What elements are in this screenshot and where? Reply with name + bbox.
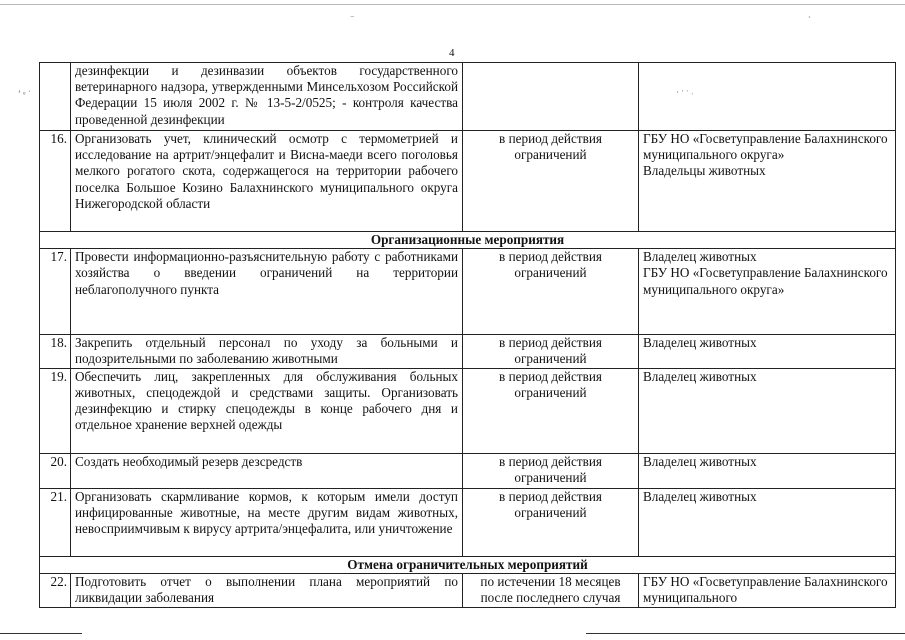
term-cell: [463, 63, 639, 131]
section-title: Организационные мероприятия: [40, 232, 896, 249]
action-cell: Провести информационно-разъяснительную работу с работниками хозяйства о введении ограничений на территории неблагополучного пункта: [71, 249, 463, 335]
term-cell: в период действия ограничений: [463, 249, 639, 335]
row-number: [40, 63, 71, 131]
table-row: [40, 131, 896, 232]
table-row: [40, 249, 896, 335]
responsible-entry: Владелец животных: [643, 488, 757, 504]
row-number: 21.: [40, 488, 71, 556]
scan-edge-bottom-right: [586, 633, 905, 634]
scan-speck: · ˑ ˑ ˒: [676, 87, 694, 97]
responsible-cell: [639, 488, 896, 556]
term-cell: в период действия ограничений: [463, 368, 639, 453]
action-cell: дезинфекции и дезинвазии объектов государственного ветеринарного надзора, утвержденными Минсельхозом Российской Федерации 15 июля 2002 г. № 13-5-2/0525; - контроля качества проведенной дезинфекции: [71, 63, 463, 131]
action-cell: Организовать учет, клинический осмотр с термометрией и исследование на артрит/энцефалит и Висна-маеди всего поголовья мелкого рогатого скота, содержащегося на территории рабочего поселка Большое Козино Балахнинского муниципального округа Нижегородской области: [71, 131, 463, 232]
table-row: [40, 453, 896, 488]
table-row: [40, 573, 896, 607]
action-cell: Подготовить отчет о выполнении плана мероприятий по ликвидации заболевания: [71, 573, 463, 607]
responsible-entry: ГБУ НО «Госветуправление Балахнинского муниципального округа»: [643, 265, 888, 297]
responsible-entry: Владелец животных: [643, 335, 757, 351]
table-row: [40, 488, 896, 556]
action-cell: Организовать скармливание кормов, к которым имели доступ инфицированные животные, на месте другим видам животных, невосприимчивым к вирусу артрита/энцефалита, или уничтожение: [71, 488, 463, 556]
responsible-cell: [639, 453, 896, 488]
row-number: 17.: [40, 249, 71, 335]
scan-edge-bottom-left: [0, 633, 82, 634]
table-row: [40, 63, 896, 131]
term-cell: в период действия ограничений: [463, 335, 639, 368]
scan-speck: ˋ: [808, 15, 811, 25]
responsible-entry: Владелец животных: [643, 453, 757, 469]
section-header-row: [40, 556, 896, 573]
action-cell: Создать необходимый резерв дезсредств: [71, 453, 463, 488]
term-cell: в период действия ограничений: [463, 131, 639, 232]
table-row: [40, 335, 896, 368]
responsible-entry: ГБУ НО «Госветуправление Балахнинского муниципального: [643, 573, 888, 606]
term-cell: в период действия ограничений: [463, 453, 639, 488]
responsible-entry: Владелец животных: [643, 368, 757, 384]
section-title: Отмена ограничительных мероприятий: [40, 556, 896, 573]
responsible-cell: [639, 63, 896, 131]
scan-speck: ʼ ᵉ ˈ: [18, 89, 31, 99]
responsible-entry: Владелец животных: [643, 249, 757, 265]
row-number: 19.: [40, 368, 71, 453]
responsible-entry: Владельцы животных: [643, 163, 766, 179]
row-number: 20.: [40, 453, 71, 488]
row-number: 22.: [40, 573, 71, 607]
row-number: 16.: [40, 131, 71, 232]
page-number: 4: [449, 47, 455, 59]
term-cell: в период действия ограничений: [463, 488, 639, 556]
responsible-cell: [639, 131, 896, 232]
term-cell: по истечении 18 месяцев после последнего случая: [463, 573, 639, 607]
responsible-entry: ГБУ НО «Госветуправление Балахнинского муниципального округа»: [643, 131, 888, 163]
responsible-cell: [639, 335, 896, 368]
row-number: 18.: [40, 335, 71, 368]
responsible-cell: [639, 368, 896, 453]
scan-edge-top: [0, 4, 905, 5]
action-cell: Закрепить отдельный персонал по уходу за больными и подозрительными по заболеванию животными: [71, 335, 463, 368]
table-row: [40, 368, 896, 453]
scan-speck: ⁻: [350, 13, 355, 23]
responsible-cell: [639, 573, 896, 607]
section-header-row: [40, 232, 896, 249]
action-cell: Обеспечить лиц, закрепленных для обслуживания больных животных, спецодеждой и средствами защиты. Организовать дезинфекцию и стирку спецодежды в конце рабочего дня и отдельное хранение верхней одежды: [71, 368, 463, 453]
responsible-cell: [639, 249, 896, 335]
measures-table: [39, 62, 896, 608]
